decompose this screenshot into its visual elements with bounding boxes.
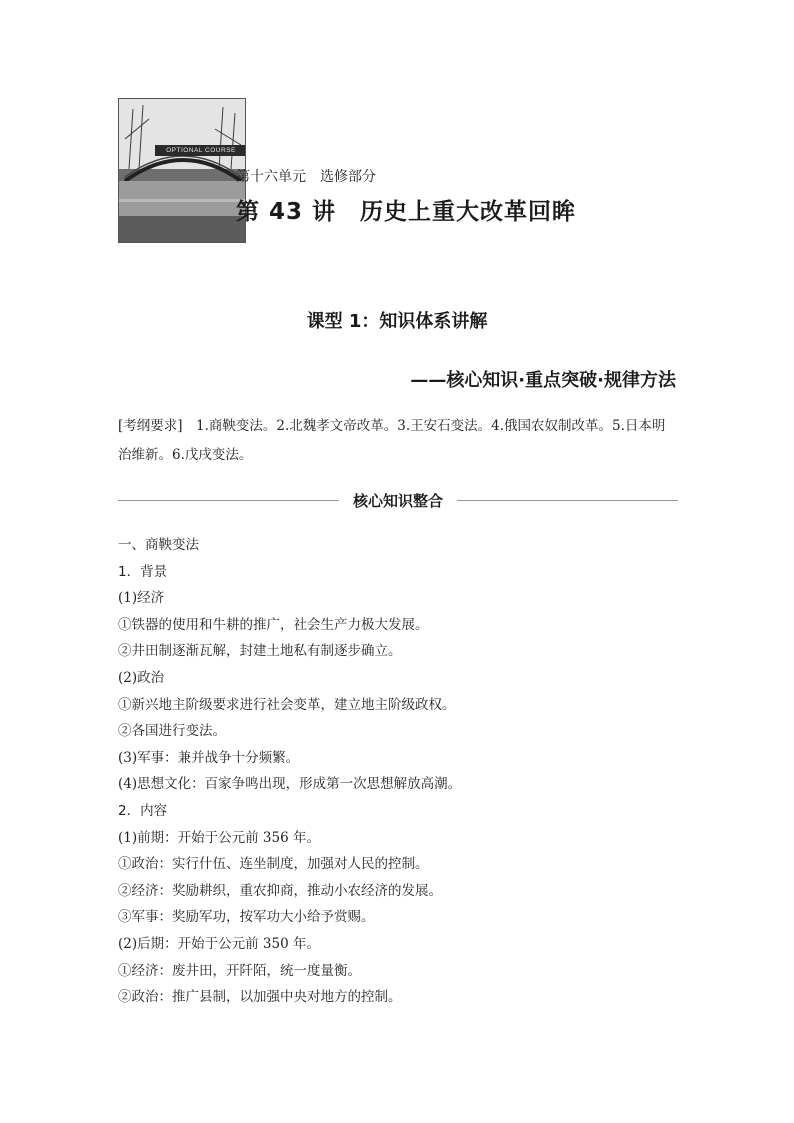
content-line: (1)前期：开始于公元前 356 年。 — [118, 829, 320, 846]
section-title: 核心知识整合 — [353, 491, 444, 510]
content-line: 2．内容 — [118, 802, 168, 819]
content-line: ③军事：奖励军功，按军功大小给予赏赐。 — [118, 909, 375, 926]
content-line: ②经济：奖励耕织，重农抑商，推动小农经济的发展。 — [118, 882, 442, 899]
content-line: (1)经济 — [118, 590, 165, 607]
content-line: ①经济：废井田，开阡陌，统一度量衡。 — [118, 962, 361, 979]
content-line: ①新兴地主阶级要求进行社会变革，建立地主阶级政权。 — [118, 696, 456, 713]
content-line: 1．背景 — [118, 563, 168, 580]
section-divider — [118, 488, 678, 512]
content-line: (4)思想文化：百家争鸣出现，形成第一次思想解放高潮。 — [118, 776, 462, 793]
content-line: ②各国进行变法。 — [118, 723, 226, 740]
course-subtitle: ——核心知识·重点突破·规律方法 — [410, 370, 676, 391]
syllabus-requirements: [考纲要求] 1.商鞅变法。2.北魏孝文帝改革。3.王安石变法。4.俄国农奴制改革。5.日本明治维新。6.戊戌变法。 — [118, 418, 666, 463]
content-line: (2)后期：开始于公元前 350 年。 — [118, 935, 320, 952]
content-line: (2)政治 — [118, 669, 165, 686]
content-line: ①政治：实行什伍、连坐制度，加强对人民的控制。 — [118, 856, 429, 873]
unit-line: 第十六单元 选修部分 — [236, 169, 376, 185]
cover-photo — [118, 98, 246, 243]
content-line: ②井田制逐渐瓦解，封建土地私有制逐步确立。 — [118, 643, 402, 660]
content-line: (3)军事：兼并战争十分频繁。 — [118, 749, 300, 766]
divider-line-right — [457, 500, 678, 501]
divider-line-left — [118, 500, 339, 501]
content-body — [118, 532, 678, 1011]
content-line: 一、商鞅变法 — [118, 537, 199, 553]
lesson-title: 第 43 讲 历史上重大改革回眸 — [236, 199, 577, 225]
course-type-title: 课型 1：知识体系讲解 — [306, 311, 488, 332]
content-line: ①铁器的使用和牛耕的推广，社会生产力极大发展。 — [118, 616, 429, 633]
bridge-illustration — [119, 99, 246, 243]
content-line: ②政治：推广县制，以加强中央对地方的控制。 — [118, 989, 402, 1006]
optional-course-band: OPTIONAL COURSE — [155, 145, 246, 156]
